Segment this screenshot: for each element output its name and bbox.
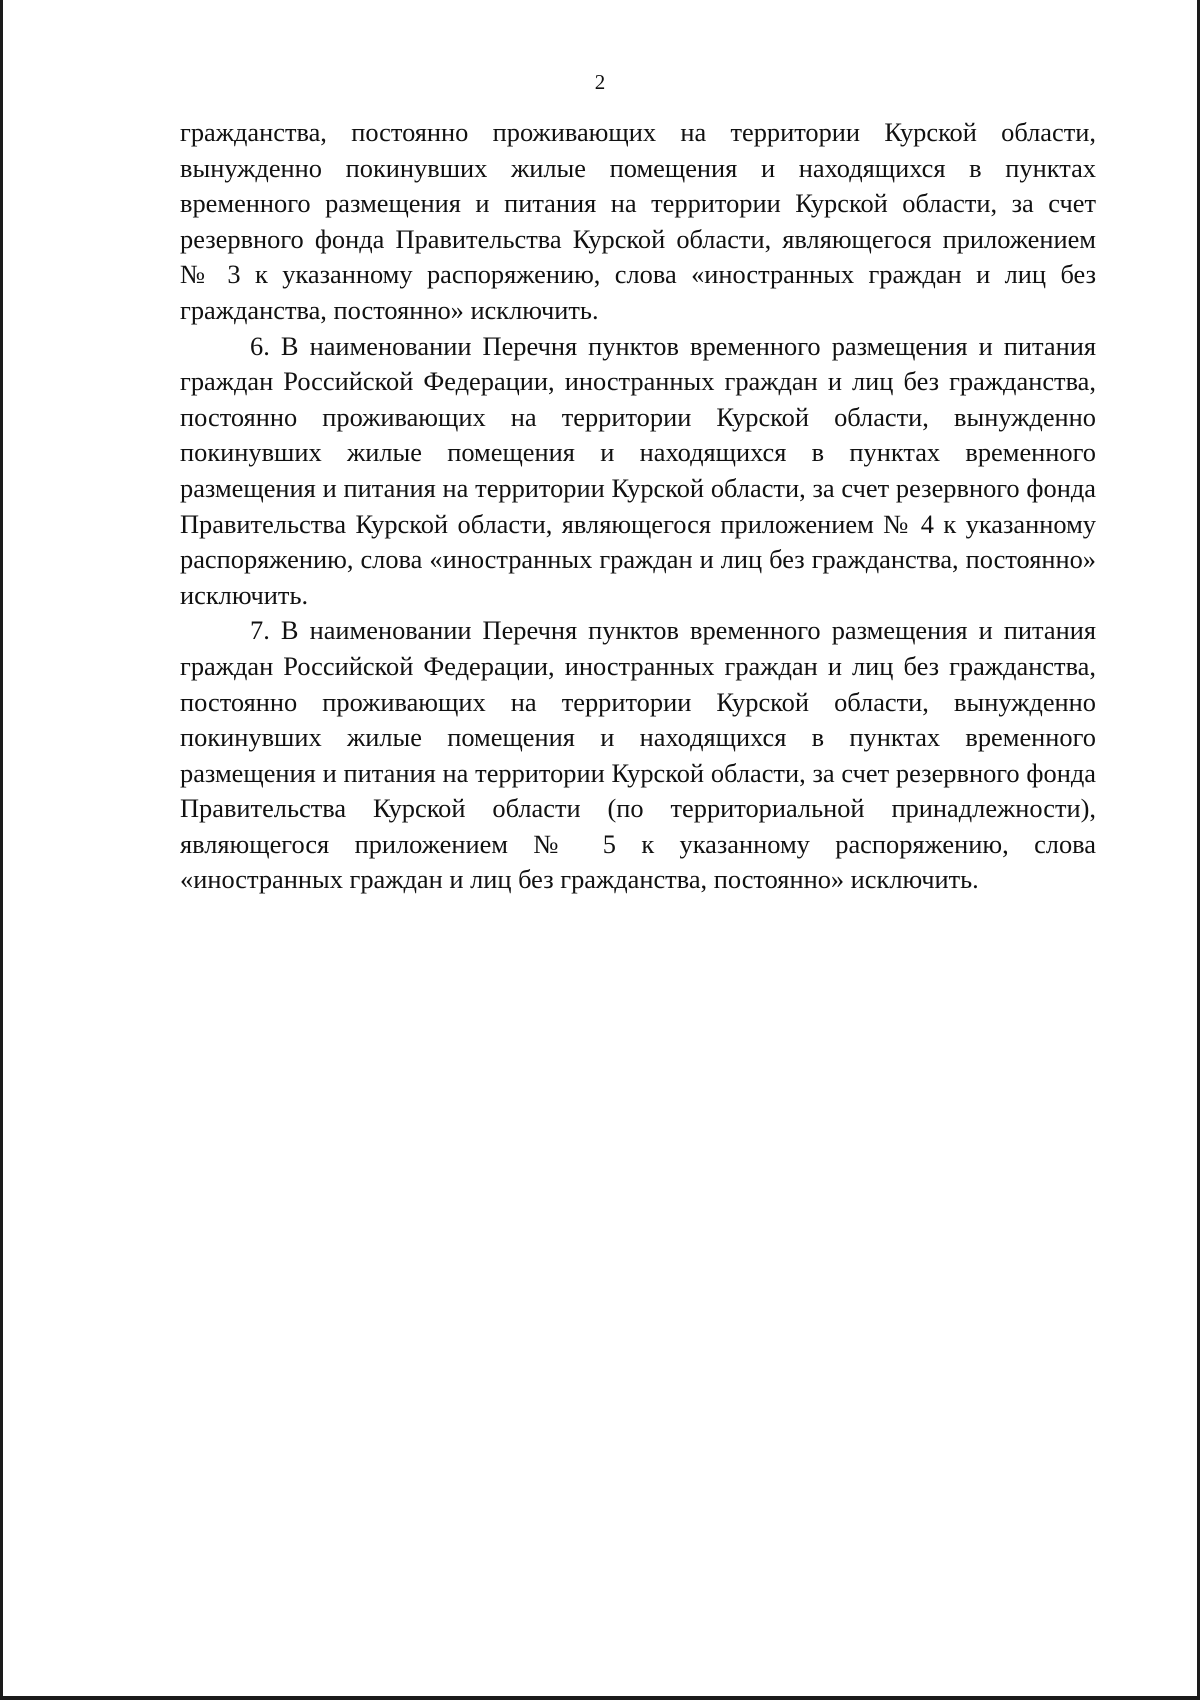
page-number: 2 [594, 70, 606, 94]
paragraph-item-7: 7. В наименовании Перечня пунктов временного размещения и питания граждан Российской Федерации, иностранных граждан и лиц без гражданства, постоянно проживающих на территории Курской области, вынужденно покинувших жилые помещения и находящихся в пунктах временного размещения и питания на территории Курской области, за счет резервного фонда Правительства Курской области (по территориальной принадлежности), являющегося приложением № 5 к указанному распоряжению, слова «иностранных граждан и лиц без гражданства, постоянно» исключить. [180, 615, 1096, 895]
paragraph-continuation: гражданства, постоянно проживающих на территории Курской области, вынужденно покинувших жилые помещения и находящихся в пунктах временного размещения и питания на территории Курской области, за счет резервного фонда Правительства Курской области, являющегося приложением № 3 к указанному распоряжению, слова «иностранных граждан и лиц без гражданства, постоянно» исключить. [180, 117, 1096, 325]
scan-border-bottom [0, 1696, 1200, 1700]
document-body [180, 115, 1096, 898]
scan-border-left [0, 0, 3, 1700]
paragraph-item-6: 6. В наименовании Перечня пунктов временного размещения и питания граждан Российской Федерации, иностранных граждан и лиц без гражданства, постоянно проживающих на территории Курской области, вынужденно покинувших жилые помещения и находящихся в пунктах временного размещения и питания на территории Курской области, за счет резервного фонда Правительства Курской области, являющегося приложением № 4 к указанному распоряжению, слова «иностранных граждан и лиц без гражданства, постоянно» исключить. [180, 330, 1096, 610]
